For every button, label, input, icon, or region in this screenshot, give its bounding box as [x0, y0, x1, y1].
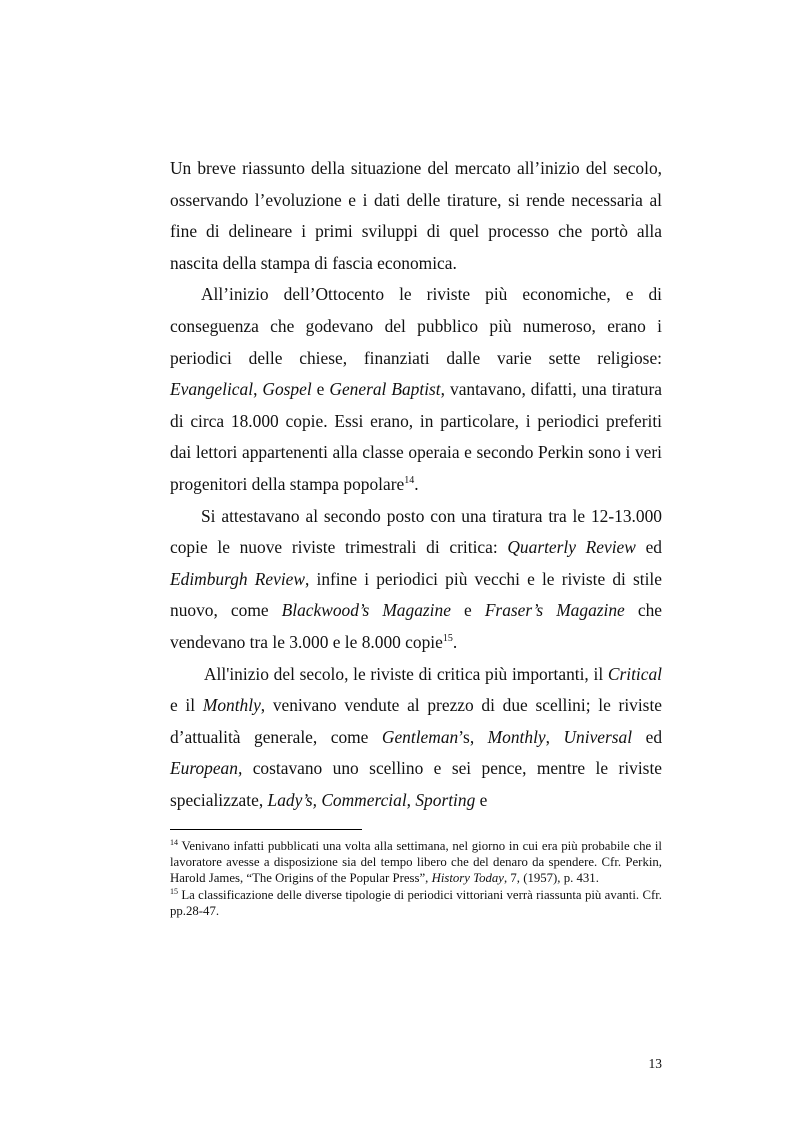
footnotes: [170, 838, 662, 919]
italic-title: Lady’s, Commercial: [267, 789, 407, 810]
paragraph-4: [170, 659, 662, 817]
footnote-ref: 15: [170, 886, 178, 896]
footnote-15: [170, 887, 662, 919]
italic-title: Sporting: [415, 789, 476, 810]
text-run: e: [450, 600, 485, 621]
italic-title: Monthly: [202, 695, 261, 716]
text-run: ,: [545, 726, 564, 747]
italic-title: History Today: [431, 871, 504, 886]
italic-title: Universal: [563, 726, 633, 747]
text-run: All’inizio dell’Ottocento le riviste più economiche, e di conseguenza che godevano del pubblico più numeroso, erano i periodici delle chiese, finanziati dalle varie sette religiose:: [170, 284, 662, 368]
footnote-ref: 14: [404, 474, 415, 486]
italic-title: Evangelical: [170, 379, 254, 400]
text-run: e il: [170, 695, 203, 716]
body-text: [170, 153, 662, 816]
italic-title: European,: [170, 758, 243, 779]
text-run: ’s,: [458, 726, 488, 747]
footnote-ref: 15: [442, 632, 453, 644]
text-run: Un breve riassunto della situazione del mercato all’inizio del secolo, osservando l’evoluzione e i dati delle tirature, si rende necessaria al fine di delineare i primi sviluppi di quel processo che portò alla nascita della stampa di fascia economica.: [170, 158, 662, 273]
text-run: ,: [406, 789, 416, 810]
text-run: ed: [635, 537, 662, 558]
text-run: e: [475, 789, 488, 810]
text-run: All'inizio del secolo, le riviste di critica più importanti, il: [204, 663, 608, 684]
text-run: che vendevano tra le 3.000 e le 8.000 copie: [170, 600, 662, 652]
italic-title: Blackwood’s Magazine: [281, 600, 451, 621]
text-run: , 7, (1957), p. 431.: [504, 871, 599, 886]
text-run: ed: [632, 726, 663, 747]
text-run: , infine i periodici più vecchi e le riviste di stile nuovo, come: [170, 568, 662, 621]
italic-title: Gentleman: [381, 726, 459, 747]
text-run: .: [414, 473, 419, 494]
italic-title: Critical: [607, 663, 662, 684]
paragraph-3: [170, 501, 662, 659]
text-run: , vantavano, difatti, una tiratura di circa 18.000 copie. Essi erano, in particolare, i periodici preferiti dai lettori appartenenti alla classe operaia e secondo Perkin sono i veri progenitori della stampa popolare: [170, 379, 662, 494]
text-run: La classificazione delle diverse tipologie di periodici vittoriani verrà riassunta più avanti. Cfr. pp.28-47.: [170, 887, 662, 918]
text-run: Si attestavano al secondo posto con una tiratura tra le 12-13.000 copie le nuove riviste trimestrali di critica:: [170, 505, 662, 558]
italic-title: Edimburgh Review: [170, 568, 305, 589]
italic-title: Quarterly Review: [507, 537, 636, 558]
text-run: ,: [253, 379, 263, 400]
paragraph-1: [170, 153, 662, 279]
italic-title: Monthly: [487, 726, 546, 747]
text-run: Venivano infatti pubblicati una volta alla settimana, nel giorno in cui era più probabile che il lavoratore avesse a disposizione sia del tempo libero che del denaro da spendere. Cfr. Perkin, Harold James, “The Origins of the Popular Press”,: [170, 839, 662, 886]
footnote-14: [170, 838, 662, 887]
text-run: e: [311, 379, 330, 400]
text-run: , venivano vendute al prezzo di due scellini; le riviste d’attualità generale, come: [170, 695, 662, 747]
italic-title: Fraser’s Magazine: [484, 600, 625, 621]
page-number: 13: [648, 1056, 662, 1071]
text-run: costavano uno scellino e sei pence, mentre le riviste specializzate,: [170, 758, 662, 810]
paragraph-2: [170, 279, 662, 500]
italic-title: General Baptist: [329, 379, 441, 400]
text-run: .: [452, 631, 458, 652]
footnote-ref: 14: [170, 838, 178, 847]
footnote-separator: [170, 829, 362, 830]
italic-title: Gospel: [262, 379, 312, 400]
